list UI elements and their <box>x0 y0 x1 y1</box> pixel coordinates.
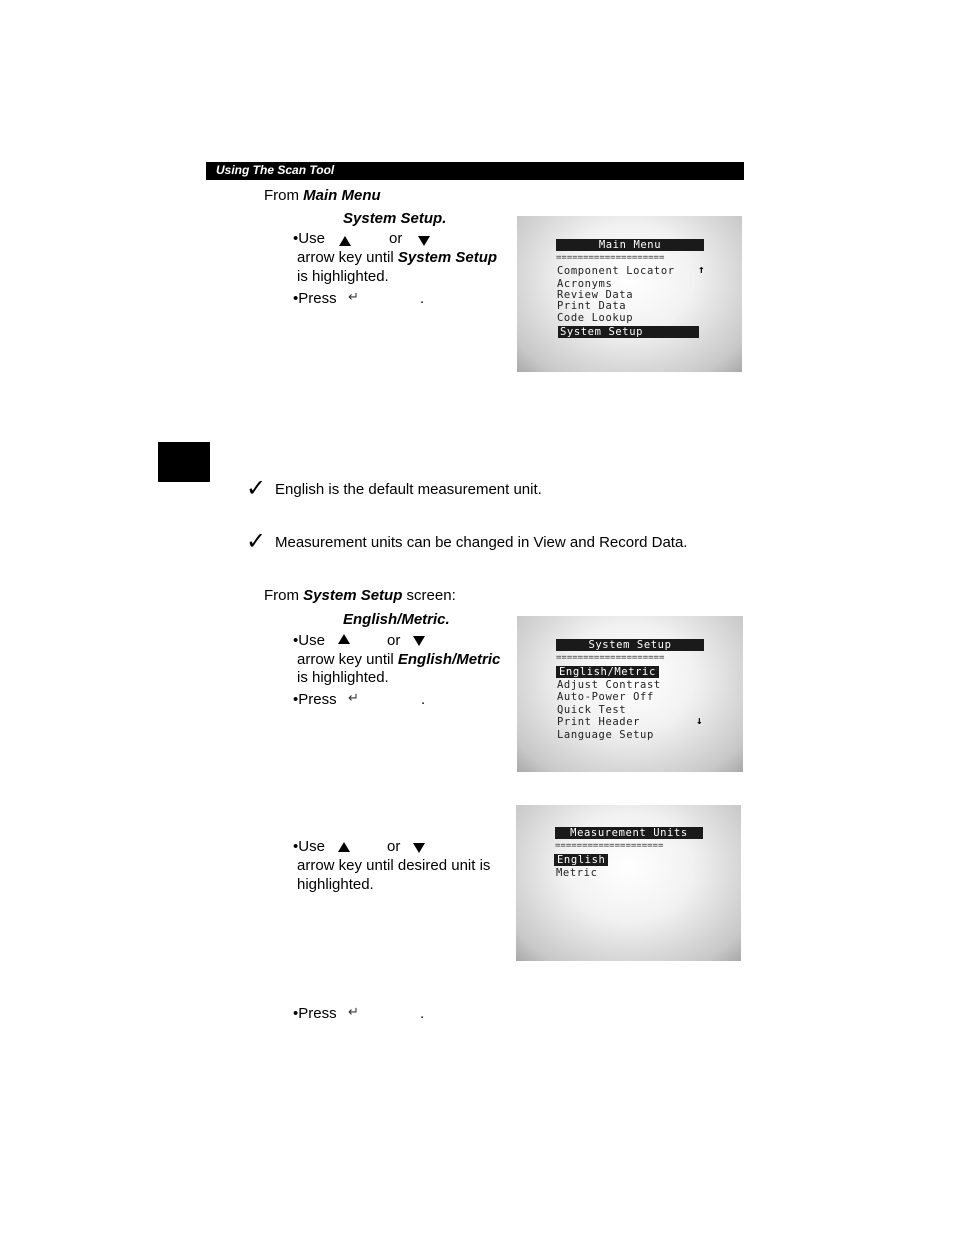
step1-press-end: . <box>420 290 425 307</box>
menu-item-review-data[interactable]: Review Data <box>557 289 634 301</box>
up-arrow-key-icon <box>338 842 350 852</box>
from-menu-name: System Setup <box>303 587 403 604</box>
arrow-text-prefix: arrow key until <box>297 651 398 668</box>
screen-title: System Setup <box>556 639 704 651</box>
step1-from-line <box>264 186 381 205</box>
step2-use-label: •Use <box>293 632 325 649</box>
step3-arrow-line: arrow key until desired unit is <box>297 857 491 874</box>
enter-key-icon: ↵ <box>348 691 359 706</box>
section-header-title: Using The Scan Tool <box>216 163 335 177</box>
down-arrow-key-icon <box>418 236 430 246</box>
or-label: or <box>387 838 401 855</box>
down-arrow-key-icon <box>413 636 425 646</box>
note-change-units: Measurement units can be changed in View and Record Data. <box>275 534 688 551</box>
up-arrow-key-icon <box>339 236 351 246</box>
or-label: or <box>389 230 403 247</box>
screen-separator: ==================== <box>555 841 664 851</box>
step1-press-label: •Press <box>293 290 337 307</box>
step2-from-line <box>264 586 456 605</box>
step3-highlight-line: highlighted. <box>297 876 374 893</box>
scroll-up-icon: ↑ <box>698 263 706 276</box>
menu-item-component-locator[interactable]: Component Locator <box>557 265 675 277</box>
menu-item-print-data[interactable]: Print Data <box>557 300 627 312</box>
menu-item-adjust-contrast[interactable]: Adjust Contrast <box>557 679 661 691</box>
step1-arrow-line <box>297 248 497 267</box>
menu-item-language-setup[interactable]: Language Setup <box>557 729 654 741</box>
arrow-text-target: System Setup <box>397 249 498 266</box>
screen-title: Measurement Units <box>555 827 703 839</box>
unit-option-metric[interactable]: Metric <box>556 867 598 879</box>
up-arrow-key-icon <box>338 634 350 644</box>
step3-press-label: •Press <box>293 1005 337 1022</box>
menu-item-print-header[interactable]: Print Header <box>557 716 641 728</box>
chapter-tab-marker <box>158 442 210 482</box>
screen-separator: ==================== <box>556 253 665 263</box>
from-prefix: From <box>264 587 304 604</box>
menu-item-english-metric[interactable]: English/Metric <box>556 666 659 678</box>
step1-highlight-line: is highlighted. <box>297 268 389 285</box>
screen-separator: ==================== <box>556 653 665 663</box>
step2-arrow-line <box>297 650 500 669</box>
step1-target: System Setup. <box>343 210 447 227</box>
note-default-unit: English is the default measurement unit. <box>275 481 542 498</box>
from-menu-name: Main Menu <box>303 187 381 204</box>
step2-press-end: . <box>421 691 426 708</box>
from-prefix: From <box>264 187 304 204</box>
system-setup-screen <box>517 616 743 772</box>
menu-item-system-setup[interactable]: System Setup <box>558 326 699 338</box>
step3-use-label: •Use <box>293 838 325 855</box>
menu-item-quick-test[interactable]: Quick Test <box>557 704 627 716</box>
menu-item-acronyms[interactable]: Acronyms <box>557 278 613 290</box>
screen-title: Main Menu <box>556 239 704 251</box>
check-mark-icon: ✓ <box>246 527 267 555</box>
step1-use-line <box>293 229 325 248</box>
menu-item-code-lookup[interactable]: Code Lookup <box>557 312 634 324</box>
or-label: or <box>387 632 401 649</box>
unit-option-english[interactable]: English <box>554 854 608 866</box>
step2-highlight-line: is highlighted. <box>297 669 389 686</box>
use-label: •Use <box>293 230 325 247</box>
step2-press-label: •Press <box>293 691 337 708</box>
down-arrow-key-icon <box>413 843 425 853</box>
arrow-text-target: English/Metric <box>397 651 501 668</box>
check-mark-icon: ✓ <box>246 474 267 502</box>
step2-target: English/Metric. <box>343 611 450 628</box>
main-menu-screen <box>517 216 742 372</box>
measurement-units-screen <box>516 805 741 961</box>
from-suffix: screen: <box>402 587 456 604</box>
step3-press-end: . <box>420 1005 425 1022</box>
enter-key-icon: ↵ <box>348 1005 359 1020</box>
enter-key-icon: ↵ <box>348 290 359 305</box>
scroll-down-icon: ↓ <box>696 714 704 727</box>
section-header-bar <box>206 162 744 180</box>
menu-item-auto-power-off[interactable]: Auto-Power Off <box>557 691 654 703</box>
arrow-text-prefix: arrow key until <box>297 249 398 266</box>
